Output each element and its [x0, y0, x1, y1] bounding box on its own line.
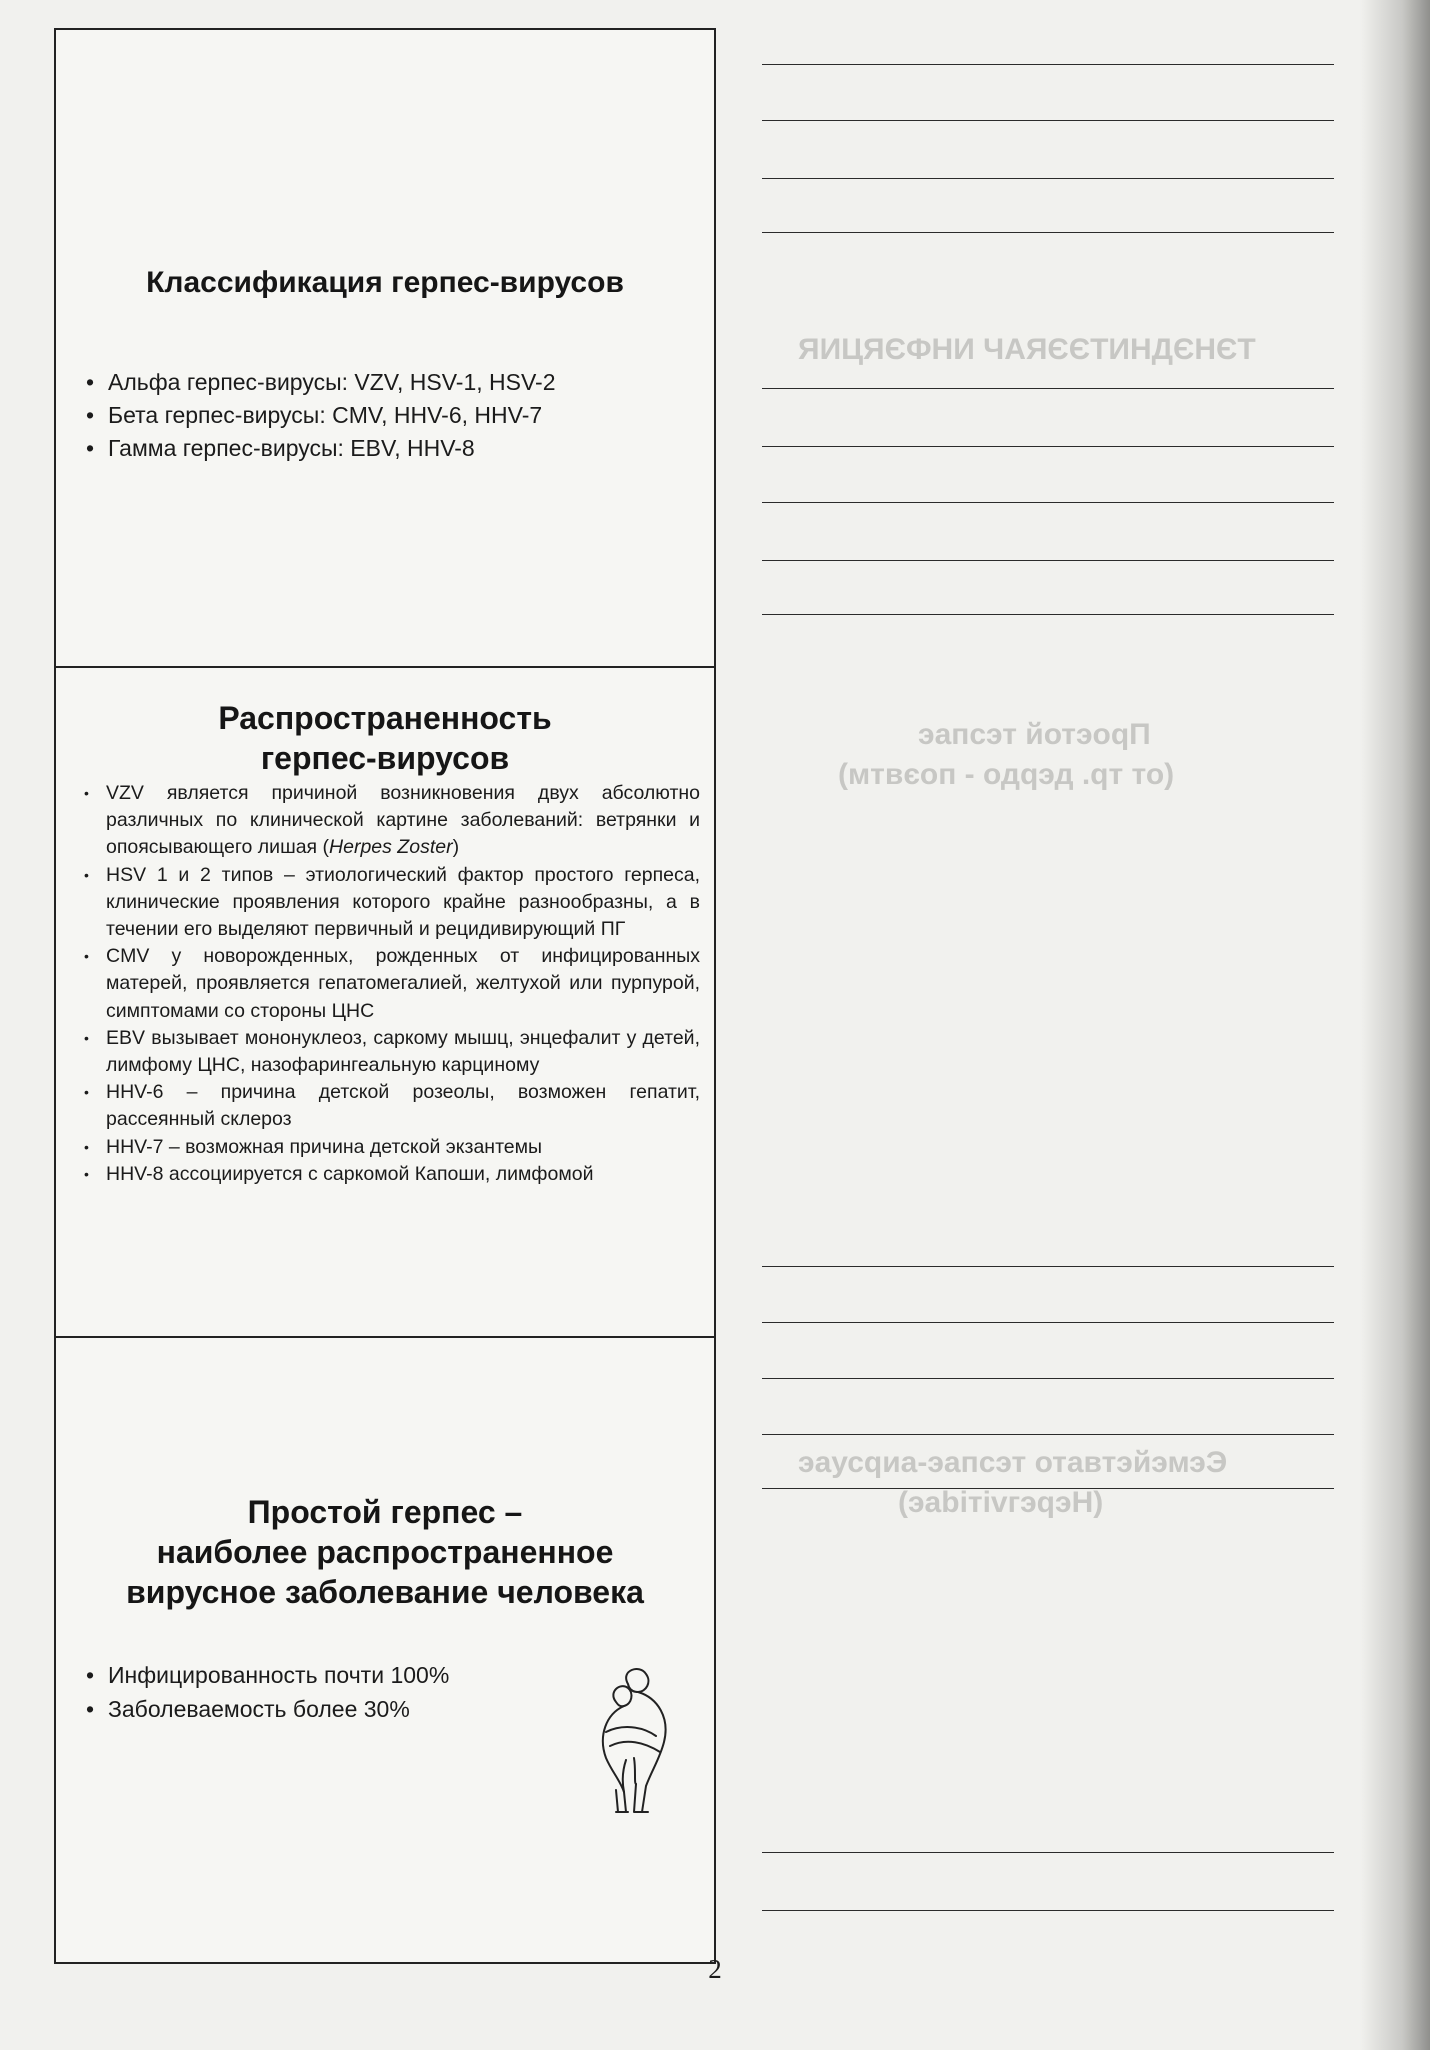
note-line: [762, 388, 1334, 389]
bullet-list: [74, 780, 700, 1188]
bleed-through-text: ЯИЦЯЄФНИ ЧАЯЄЄТИНДЄНЄТ: [798, 333, 1256, 366]
list-item: • HHV-6 – причина детской розеолы, возможен гепатит, рассеянный склероз: [74, 1079, 700, 1133]
embracing-couple-icon: [576, 1662, 686, 1822]
list-item: • HHV-8 ассоциируется с саркомой Капоши, лимфомой: [74, 1161, 700, 1188]
note-line: [762, 120, 1334, 121]
note-line: [762, 1434, 1334, 1435]
note-line: [762, 1852, 1334, 1853]
title-line: Простой герпес –: [247, 1494, 523, 1530]
list-item: • Заболеваемость более 30%: [76, 1692, 576, 1726]
slide-title: Классификация герпес-вирусов: [146, 266, 624, 299]
list-item-text: VZV является причиной возникновения двух абсолютно различных по клинической картине заболеваний: ветрянки и опоясывающего лишая (: [106, 782, 700, 859]
note-line: [762, 178, 1334, 179]
note-line: [762, 614, 1334, 615]
bullet-list: [76, 1658, 576, 1726]
note-line: [762, 1488, 1334, 1489]
list-item: • Бета герпес-вирусы: CMV, HHV-6, HHV-7: [76, 399, 696, 432]
list-item: • EBV вызывает мононуклеоз, саркому мышц, энцефалит у детей, лимфому ЦНС, назофарингеальную карциному: [74, 1025, 700, 1079]
title-line: вирусное заболевание человека: [126, 1574, 644, 1610]
note-line: [762, 232, 1334, 233]
slide-herpes-simplex: [56, 1338, 714, 1962]
note-line: [762, 64, 1334, 65]
bleed-through-text: (эаbітіvгэqэН): [898, 1486, 1104, 1519]
slide-title: [56, 1492, 714, 1612]
bullet-list: [76, 366, 696, 465]
list-item: • Гамма герпес-вирусы: EBV, HHV-8: [76, 432, 696, 465]
note-line: [762, 1266, 1334, 1267]
note-line: [762, 502, 1334, 503]
title-line: наиболее распространенное: [156, 1534, 614, 1570]
bleed-through-text: (мтвєоп - одqэд .qт то): [838, 758, 1175, 791]
list-item: • CMV у новорожденных, рожденных от инфицированных матерей, проявляется гепатомегалией, желтухой или пурпурой, симптомами со стороны ЦНС: [74, 943, 700, 1025]
note-line: [762, 1322, 1334, 1323]
list-item: • Альфа герпес-вирусы: VZV, HSV-1, HSV-2: [76, 366, 696, 399]
bleed-through-text: эаусqиа-эапсэт отавтэйэмэЭ: [798, 1446, 1228, 1479]
notes-lines-panel: [728, 28, 1342, 1960]
bleed-through-text: эапсэт йотэоqП: [918, 718, 1151, 751]
note-line: [762, 1910, 1334, 1911]
list-item: • Инфицированность почти 100%: [76, 1658, 576, 1692]
title-line: Распространенность: [218, 700, 552, 736]
note-line: [762, 446, 1334, 447]
slide-herpes-classification: [56, 30, 714, 668]
note-line: [762, 560, 1334, 561]
list-item: [74, 780, 700, 862]
page-number: 2: [708, 1954, 722, 1984]
slide-title: [56, 698, 714, 778]
page-edge-shadow: [1360, 0, 1430, 2050]
slide-herpes-prevalence: [56, 668, 714, 1338]
list-item: • HHV-7 – возможная причина детской экзантемы: [74, 1134, 700, 1161]
list-item-italic: Herpes Zoster: [329, 836, 453, 859]
title-line: герпес-вирусов: [260, 740, 510, 776]
slides-column: [54, 28, 716, 1964]
note-line: [762, 1378, 1334, 1379]
list-item: • HSV 1 и 2 типов – этиологический фактор простого герпеса, клинические проявления которого крайне разнообразны, а в течении его выделяют первичный и рецидивирующий ПГ: [74, 862, 700, 944]
list-item-text-end: ): [452, 836, 460, 859]
